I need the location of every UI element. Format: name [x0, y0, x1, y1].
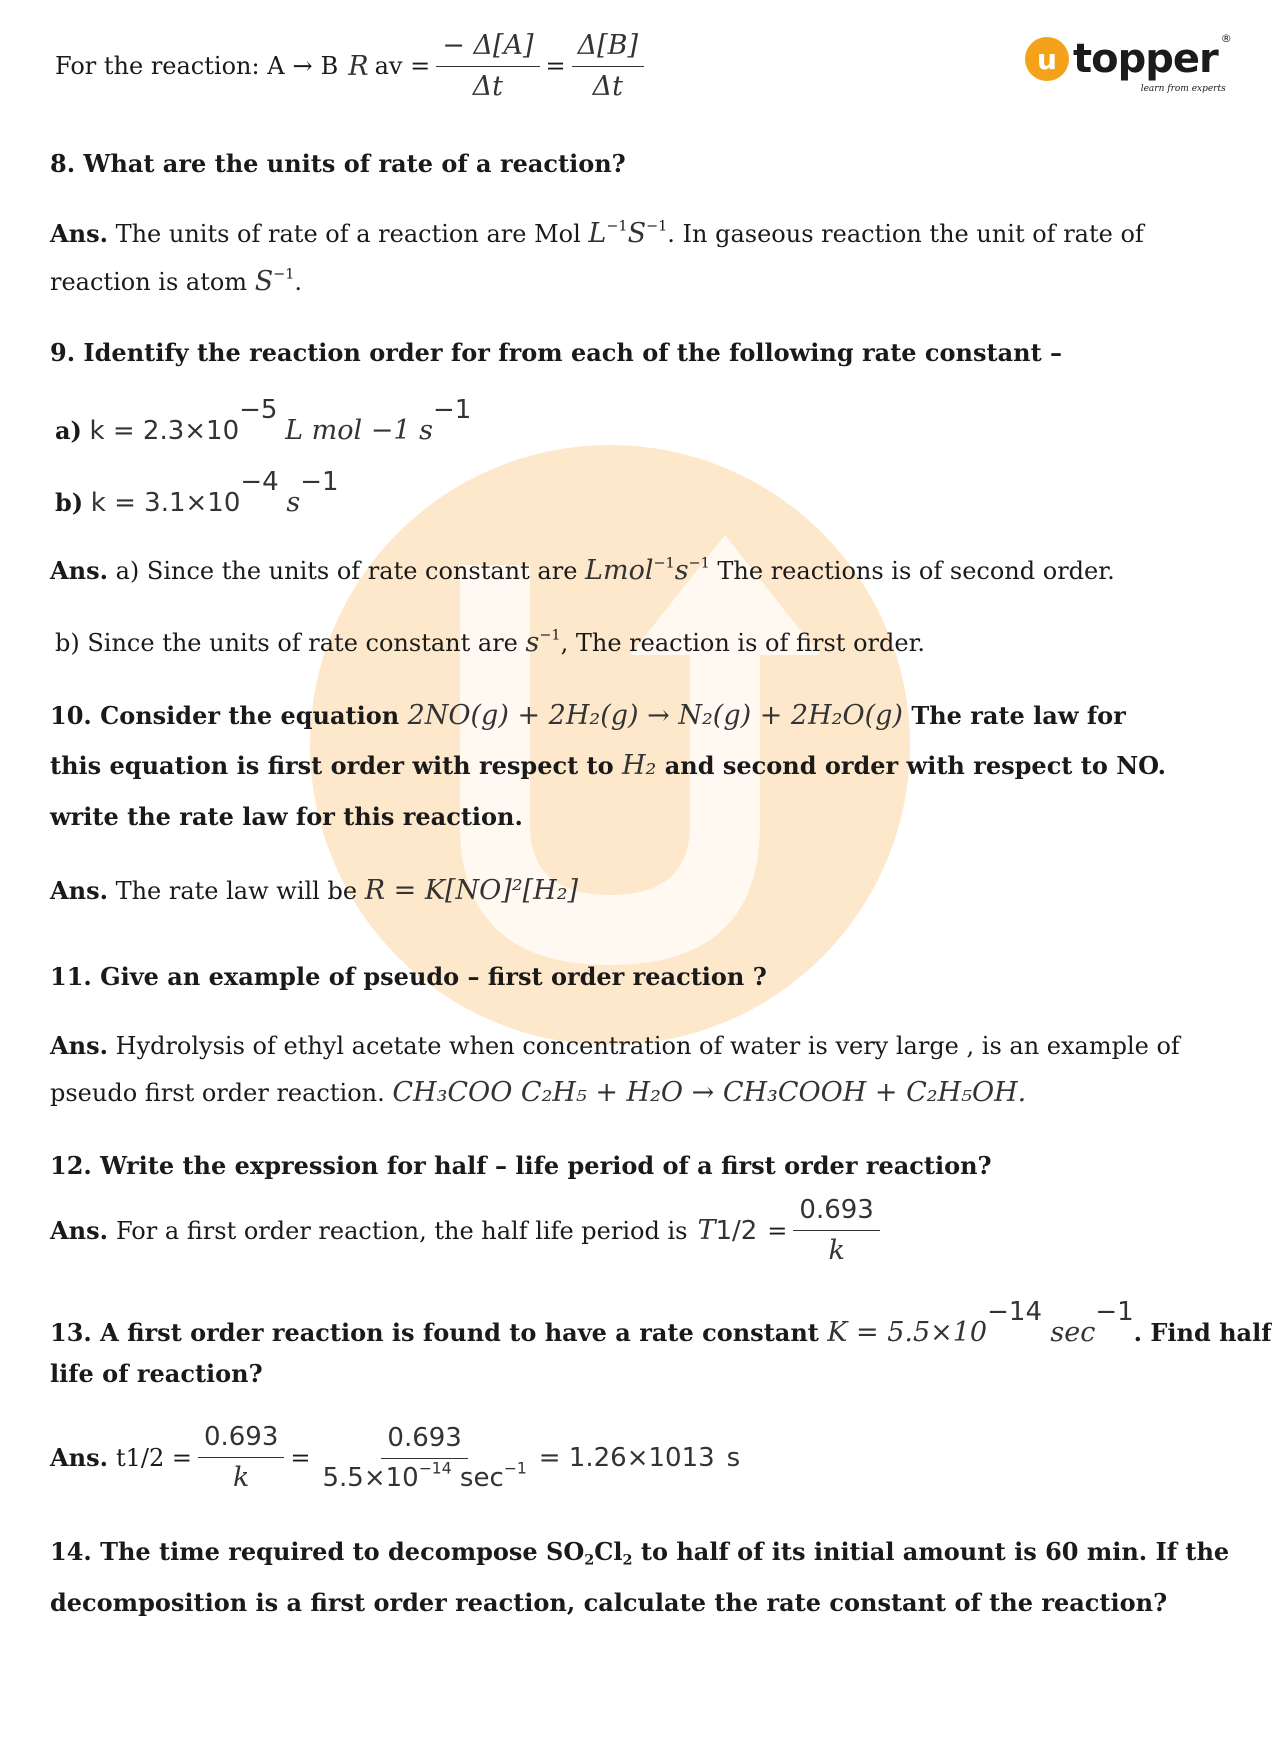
- result-unit: s: [726, 1442, 741, 1473]
- q11-question: 11. Give an example of pseudo – first order reaction ?: [50, 962, 767, 991]
- ans-label: Ans.: [50, 219, 108, 248]
- q10-start: 10. Consider the equation: [50, 701, 400, 730]
- fraction-b-num: Δ[B]: [572, 30, 644, 67]
- unit-sec: sec: [1050, 1316, 1096, 1348]
- hydrolysis-equation: CH₃COO C₂H₅ + H₂O → CH₃COOH + C₂H₅OH.: [392, 1077, 1027, 1108]
- intro-text: For the reaction: A: [55, 52, 285, 81]
- rate-law-expression: R = K[NO]²[H₂]: [364, 875, 579, 906]
- fraction-2-num: 0.693: [381, 1423, 467, 1459]
- fraction-b: [572, 30, 644, 104]
- unit-lmol: Lmol: [585, 555, 654, 586]
- q9-answer-a: Ans. a) Since the units of rate constant are $Lmol^{-1}s^{-1}$ The reactions is of second order.: [50, 555, 1115, 586]
- rate-sub: av =: [374, 52, 431, 81]
- q8-answer-text2: . In gaseous reaction the unit of rate of: [667, 220, 1144, 248]
- q10-line2-end: and second order with respect to NO.: [664, 751, 1166, 780]
- exp: −14: [987, 1297, 1042, 1327]
- option-a-expr: k = 2.3×10: [89, 415, 240, 446]
- logo-wordmark: topper: [1073, 36, 1218, 82]
- exp: −1: [653, 555, 675, 572]
- q11-answer-line1: [50, 1032, 1180, 1061]
- rate-average-formula: [55, 30, 650, 104]
- q14-text-b: Cl: [594, 1537, 623, 1566]
- equals: =: [545, 52, 566, 81]
- q10-answer: [50, 875, 578, 907]
- half-life-fraction: [793, 1195, 879, 1268]
- fraction-a-den: Δt: [472, 71, 504, 103]
- half-life-result: = 1.26×10: [538, 1442, 682, 1473]
- q10-question-line2: [50, 750, 1166, 782]
- unit-s: S: [627, 218, 647, 249]
- fraction-a-num: − Δ[A]: [436, 30, 539, 67]
- unit-l: L: [588, 218, 607, 249]
- ans-label: Ans.: [50, 1442, 108, 1472]
- ans-label: Ans.: [50, 1215, 108, 1245]
- q12-answer-text: For a first order reaction, the half life period is: [115, 1216, 688, 1245]
- exp: −1: [300, 467, 339, 497]
- q8-question: 8. What are the units of rate of a reaction?: [50, 149, 626, 178]
- fraction-1-num: 0.693: [198, 1422, 284, 1458]
- q11-answer-line2-text: pseudo first order reaction.: [50, 1079, 385, 1107]
- q9-answer-b: [55, 627, 925, 659]
- equals: =: [767, 1216, 788, 1245]
- period: .: [294, 268, 303, 296]
- sub: 2: [584, 1551, 595, 1569]
- fraction-a: [436, 30, 539, 104]
- unit-s: S: [254, 266, 274, 297]
- exp: −1: [273, 266, 295, 283]
- q9-option-b: [55, 467, 339, 519]
- q14-text-c: to half of its initial amount is 60 min. If the: [632, 1537, 1230, 1566]
- logo-u-icon: u: [1025, 37, 1069, 81]
- exp: −1: [688, 555, 710, 572]
- registered-mark: ®: [1220, 32, 1232, 45]
- exp: −1: [606, 218, 628, 235]
- half-life-symbol: T: [697, 1215, 716, 1247]
- q9-answer-a-text: a) Since the units of rate constant are: [115, 557, 578, 585]
- brand-logo: [1025, 32, 1232, 94]
- option-a-label: a): [55, 415, 82, 445]
- logo-tagline: learn from experts: [1140, 84, 1226, 94]
- rate-constant-expr: K = 5.5×10: [827, 1316, 988, 1348]
- fraction-1: [198, 1422, 284, 1495]
- q10-end: The rate law for: [911, 701, 1126, 730]
- t-half-label: t1/2 =: [115, 1443, 192, 1472]
- q10-h2: H₂: [621, 750, 657, 781]
- q13-start: 13. A first order reaction is found to have a rate constant: [50, 1317, 819, 1347]
- exp: −1: [432, 395, 472, 425]
- q10-question-line1: [50, 700, 1126, 732]
- half-life-den: k: [828, 1235, 845, 1267]
- fraction-1-den: k: [232, 1462, 250, 1494]
- intro-product: B: [320, 52, 339, 81]
- q12-question: 12. Write the expression for half – life period of a first order reaction?: [50, 1151, 992, 1180]
- fraction-2-den: [317, 1459, 533, 1494]
- option-a-unit: L mol −1 s: [285, 414, 433, 446]
- q13-end: . Find half: [1133, 1317, 1272, 1347]
- exp: −14: [418, 1459, 452, 1478]
- fraction-b-den: Δt: [592, 71, 624, 103]
- exp: −1: [646, 218, 668, 235]
- ans-label: Ans.: [50, 556, 108, 585]
- ans-label: Ans.: [50, 876, 108, 905]
- q13-question-line2: life of reaction?: [50, 1359, 263, 1388]
- q9-question: 9. Identify the reaction order for from each of the following rate constant –: [50, 338, 1063, 367]
- q8-answer-line2-text: reaction is atom: [50, 268, 248, 296]
- q10-answer-text: The rate law will be: [115, 877, 358, 905]
- equals: =: [290, 1443, 311, 1472]
- den-unit: sec: [459, 1462, 504, 1493]
- exp: −1: [503, 1459, 527, 1478]
- q9-answer-a-end: The reactions is of second order.: [717, 557, 1115, 585]
- rate-symbol: R: [348, 50, 369, 82]
- exp: −4: [240, 467, 279, 497]
- q13-question-line1: [50, 1297, 1272, 1349]
- q8-answer-text: The units of rate of a reaction are Mol: [115, 220, 581, 248]
- q13-answer: Ans. t1/2 = $\frac{0.693}{k}$ = $\frac{0.693}{5.5\times 10^{-14} \sec^{-1}}$ = 1.26×10 13 s: [50, 1422, 741, 1494]
- q8-answer-line1: [50, 218, 1144, 250]
- q10-equation: 2NO(g) + 2H₂(g) → N₂(g) + 2H₂O(g): [407, 700, 903, 731]
- unit-s: s: [525, 627, 540, 658]
- exp: −1: [1095, 1297, 1134, 1327]
- q9-answer-b-end: , The reaction is of first order.: [560, 629, 926, 657]
- den-base: 5.5×10: [322, 1462, 419, 1493]
- q14-question-line2: decomposition is a first order reaction, calculate the rate constant of the reaction?: [50, 1588, 1168, 1617]
- q10-question-line3: write the rate law for this reaction.: [50, 802, 523, 831]
- q12-answer: Ans. For a first order reaction, the half life period is T 1/2 = $\frac{0.693}{k}$: [50, 1195, 886, 1268]
- fraction-2: [317, 1423, 533, 1494]
- exp: −1: [539, 627, 561, 644]
- q9-answer-b-text: b) Since the units of rate constant are: [55, 629, 518, 657]
- exp: −5: [239, 395, 278, 425]
- q11-answer-line2: [50, 1077, 1026, 1109]
- q10-line2-start: this equation is first order with respect to: [50, 751, 614, 780]
- arrow: →: [292, 52, 313, 81]
- q14-text-a: 14. The time required to decompose SO: [50, 1537, 585, 1566]
- half-life-num: 0.693: [793, 1195, 879, 1231]
- option-b-label: b): [55, 487, 84, 517]
- option-b-unit: s: [286, 486, 301, 518]
- q14-question-line1: [50, 1538, 1229, 1567]
- ans-label: Ans.: [50, 1031, 108, 1060]
- option-b-expr: k = 3.1×10: [90, 487, 241, 518]
- q8-answer-line2: [50, 266, 302, 298]
- q11-answer-text: Hydrolysis of ethyl acetate when concentration of water is very large , is an example of: [115, 1032, 1180, 1060]
- q9-option-a: [55, 395, 472, 447]
- sub: 2: [622, 1551, 633, 1569]
